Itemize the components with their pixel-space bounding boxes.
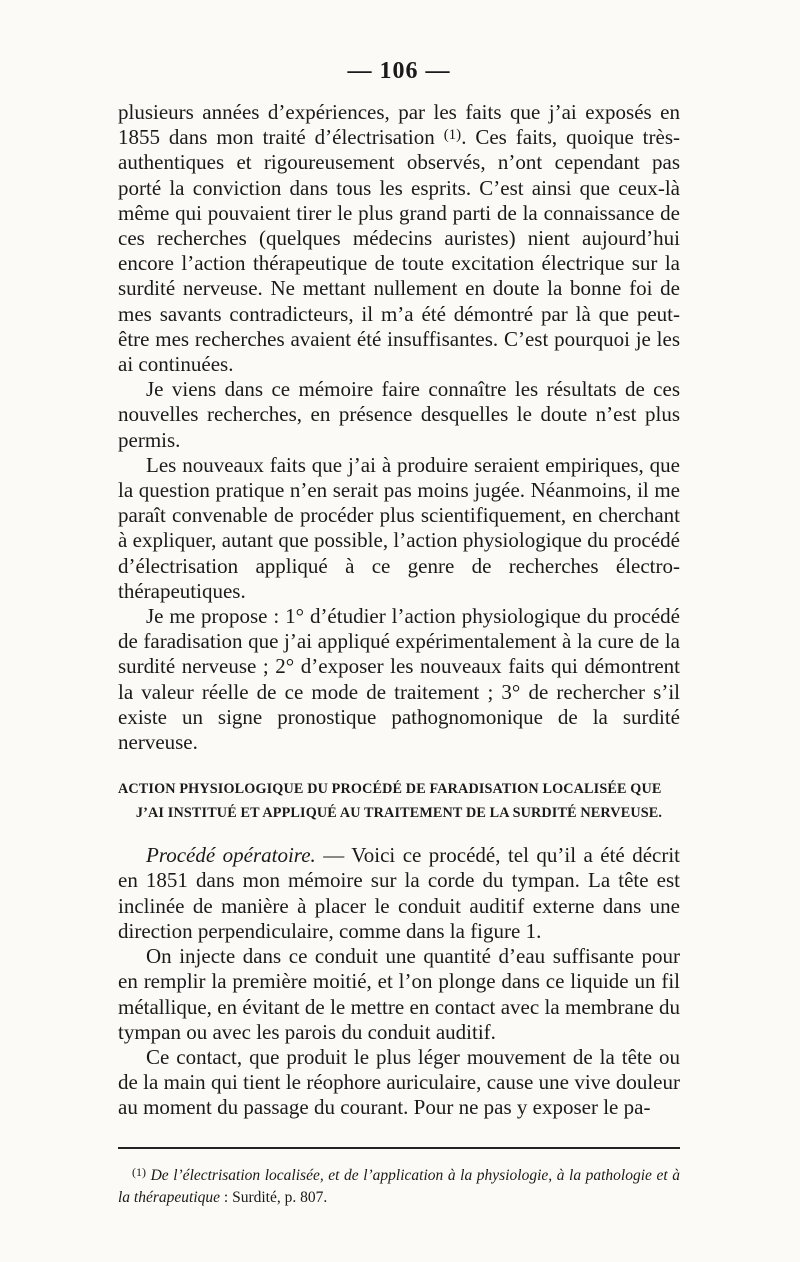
paragraph-1-continuation: . Ces faits, quoique très-authentiques et rigoureusement observés, n’ont cependant pas porté la conviction dans tous les esprits. C’est ainsi que ceux-là même qui pouvaient tirer le plus grand parti de la connaissance de ces recherches (quelques médecins auristes) nient aujourd’hui encore l’action thérapeutique de toute excitation électrique sur la surdité nerveuse. Ne mettant nullement en doute la bonne foi de mes savants contradicteurs, il m’a été démontré par là que peut-être mes recherches avaient été insuffisantes. C’est pourquoi je les ai continuées. (118, 125, 680, 377)
section-heading-line-2: J’AI INSTITUÉ ET APPLIQUÉ AU TRAITEMENT DE LA SURDITÉ NERVEUSE. (135, 805, 663, 822)
paragraph-3: Les nouveaux faits que j’ai à produire seraient empiriques, que la question pratique n’en serait pas moins jugée. Néanmoins, il me paraît convenable de procéder plus scientifiquement, en cherchant à expliquer, autant que possible, l’action physiologique du procédé d’électrisation appliqué à ce genre de recherches électro-thérapeutiques. (118, 452, 680, 603)
footnote-marker: (1) (132, 1164, 146, 1179)
footnote-title: De l’électrisation localisée, et de l’application à la physiologie, à la pathologie et à la thérapeutique (118, 1166, 680, 1206)
procedure-lead: Procédé opératoire. (146, 843, 316, 868)
paragraph-7: Ce contact, que produit le plus léger mouvement de la tête ou de la main qui tient le réophore auriculaire, cause une vive douleur au moment du passage du courant. Pour ne pas y exposer le pa- (118, 1044, 680, 1120)
section-heading (118, 777, 680, 825)
paragraph-2: Je viens dans ce mémoire faire connaître les résultats de ces nouvelles recherches, en présence desquelles le doute n’est plus permis. (118, 377, 680, 452)
footnote (118, 1165, 680, 1209)
page-number: — 106 — (347, 58, 451, 84)
footnote-reference: (1) (443, 127, 462, 144)
paragraph-4: Je me propose : 1° d’étudier l’action physiologique du procédé de faradisation que j’ai appliqué expérimentalement à la cure de la surdité nerveuse ; 2° d’exposer les nouveaux faits qui démontrent la valeur réelle de ce mode de traitement ; 3° de rechercher s’il existe un signe pronostique pathognomonique de la surdité nerveuse. (118, 604, 680, 755)
footnote-divider (118, 1147, 680, 1149)
paragraph-1-text: plusieurs années d’expériences, par les faits que j’ai exposés en 1855 dans mon traité d’électrisation (118, 100, 680, 150)
paragraph-5-text: — Voici ce procédé, tel qu’il a été décrit en 1851 dans mon mémoire sur la corde du tympan. La tête est inclinée de manière à placer le conduit auditif externe dans une direction perpendiculaire, comme dans la figure 1. (118, 843, 680, 943)
paragraph-1 (118, 100, 680, 377)
paragraph-5 (118, 843, 680, 944)
footnote-reference-text: : Surdité, p. 807. (220, 1188, 328, 1206)
section-heading-line-1: ACTION PHYSIOLOGIQUE DU PROCÉDÉ DE FARADISATION LOCALISÉE QUE (118, 781, 662, 798)
book-page (118, 56, 680, 1209)
paragraph-6: On injecte dans ce conduit une quantité d’eau suffisante pour en remplir la première moitié, et l’on plonge dans ce liquide un fil métallique, en évitant de le mettre en contact avec la membrane du tympan ou avec les parois du conduit auditif. (118, 944, 680, 1044)
